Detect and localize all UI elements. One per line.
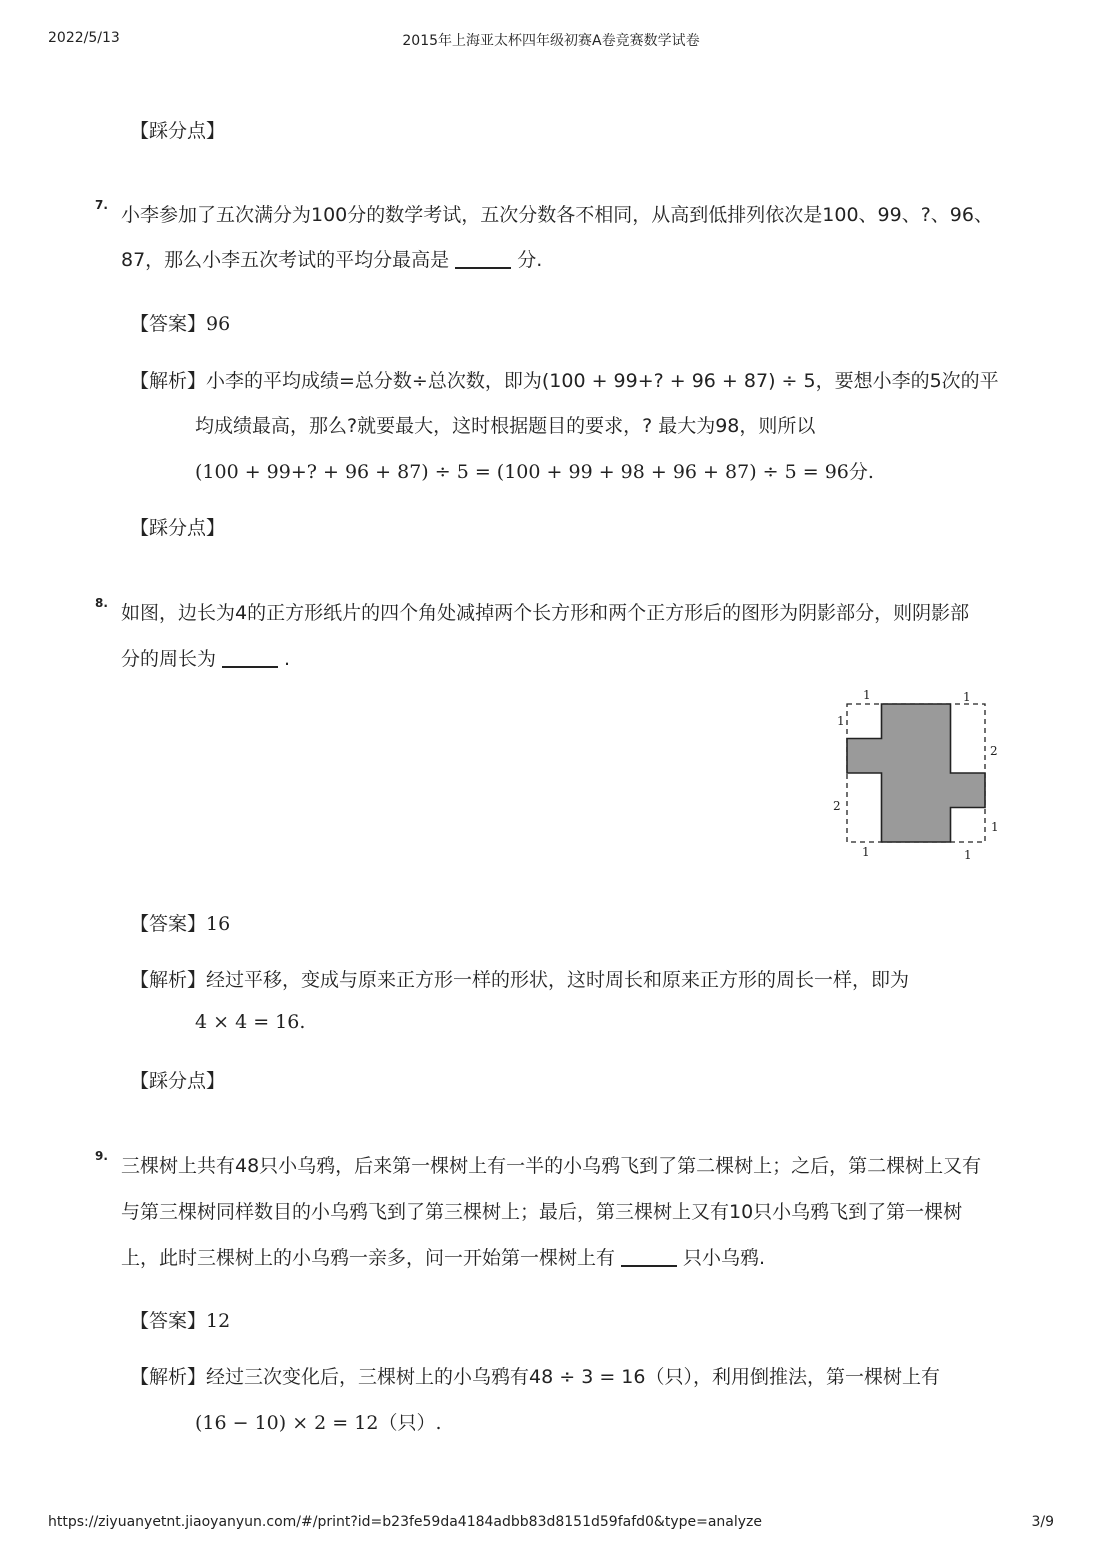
q8-label-left-upper: 1 bbox=[837, 714, 845, 728]
q7-analysis-line1: 小李的平均成绩=总分数÷总次数，即为(100 + 99+? + 96 + 87) ÷ 5，要想小李的5次的平 bbox=[206, 370, 999, 392]
q7-answer-value: 96 bbox=[206, 313, 231, 335]
q8-label-bottom-right: 1 bbox=[964, 848, 972, 862]
q9-analysis-line2: (16 − 10) × 2 = 12（只）. bbox=[195, 1412, 442, 1434]
q8-figure bbox=[826, 683, 1006, 865]
q9-stem-line3 bbox=[121, 1243, 765, 1270]
q8-label-bottom-left: 1 bbox=[862, 845, 870, 859]
q8-answer-row bbox=[130, 909, 230, 936]
q9-stem-line1: 三棵树上共有48只小乌鸦，后来第一棵树上有一半的小乌鸦飞到了第二棵树上；之后，第二棵树上又有 bbox=[121, 1155, 982, 1177]
q9-answer-row bbox=[130, 1306, 230, 1333]
q7-answer-blank bbox=[455, 249, 511, 269]
q9-analysis-label: 【解析】 bbox=[130, 1366, 207, 1388]
q9-answer-blank bbox=[621, 1247, 677, 1267]
q7-analysis-line3: (100 + 99+? + 96 + 87) ÷ 5 = (100 + 99 + 98 + 96 + 87) ÷ 5 = 96分. bbox=[195, 461, 874, 483]
q7-analysis-line2: 均成绩最高，那么?就要最大，这时根据题目的要求，? 最大为98，则所以 bbox=[195, 415, 816, 437]
page-url[interactable]: https://ziyuanyetnt.jiaoyanyun.com/#/print?id=b23fe59da4184adbb83d8151d59fafd0&type=analyze bbox=[48, 1514, 763, 1530]
q7-stem-line2-b: 分. bbox=[517, 249, 543, 271]
q8-label-right-lower: 1 bbox=[991, 820, 999, 834]
q7-stem-line2 bbox=[121, 245, 542, 272]
q9-stem-line3-b: 只小乌鸦. bbox=[683, 1247, 766, 1269]
q7-answer-row bbox=[130, 309, 230, 336]
q8-label-top-right: 1 bbox=[963, 690, 971, 704]
q7-stem-line2-a: 87，那么小李五次考试的平均分最高是 bbox=[121, 249, 450, 271]
q8-stem-line2 bbox=[121, 644, 290, 671]
q8-shaded-shape bbox=[847, 704, 985, 842]
q7-number: 7. bbox=[95, 198, 108, 212]
q6-score-label: 【踩分点】 bbox=[130, 120, 226, 142]
page-title: 2015年上海亚太杯四年级初赛A卷竞赛数学试卷 bbox=[402, 33, 700, 49]
q8-label-top-left: 1 bbox=[863, 688, 871, 702]
q8-answer-label: 【答案】 bbox=[130, 913, 207, 935]
page-number: 3/9 bbox=[1031, 1514, 1054, 1530]
q7-stem-line1: 小李参加了五次满分为100分的数学考试，五次分数各不相同，从高到低排列依次是100、99、?、96、 bbox=[121, 204, 993, 226]
q7-answer-label: 【答案】 bbox=[130, 313, 207, 335]
q9-stem-line3-a: 上，此时三棵树上的小乌鸦一亲多，问一开始第一棵树上有 bbox=[121, 1247, 616, 1269]
q9-stem-line2: 与第三棵树同样数目的小乌鸦飞到了第三棵树上；最后，第三棵树上又有10只小乌鸦飞到了第一棵树 bbox=[121, 1201, 963, 1223]
q9-analysis-line1: 经过三次变化后，三棵树上的小乌鸦有48 ÷ 3 = 16（只），利用倒推法，第一棵树上有 bbox=[206, 1366, 940, 1388]
q7-analysis-row bbox=[130, 366, 999, 393]
q7-analysis-label: 【解析】 bbox=[130, 370, 207, 392]
q8-score-label: 【踩分点】 bbox=[130, 1070, 226, 1092]
print-date: 2022/5/13 bbox=[48, 30, 120, 46]
q8-label-left-lower: 2 bbox=[833, 799, 841, 813]
q8-analysis-label: 【解析】 bbox=[130, 969, 207, 991]
q8-stem-line2-a: 分的周长为 bbox=[121, 648, 217, 670]
q8-label-right-upper: 2 bbox=[990, 744, 998, 758]
q8-answer-blank bbox=[222, 648, 278, 668]
q8-analysis-row bbox=[130, 965, 909, 992]
q8-analysis-line1: 经过平移，变成与原来正方形一样的形状，这时周长和原来正方形的周长一样，即为 bbox=[206, 969, 910, 991]
q8-stem-line1: 如图，边长为4的正方形纸片的四个角处减掉两个长方形和两个正方形后的图形为阴影部分，则阴影部 bbox=[121, 602, 970, 624]
q8-answer-value: 16 bbox=[206, 913, 231, 935]
q8-number: 8. bbox=[95, 596, 108, 610]
q7-score-label: 【踩分点】 bbox=[130, 517, 226, 539]
q9-analysis-row bbox=[130, 1362, 940, 1389]
q8-stem-line2-b: . bbox=[284, 648, 291, 670]
q8-analysis-line2: 4 × 4 = 16. bbox=[195, 1011, 306, 1033]
q9-answer-label: 【答案】 bbox=[130, 1310, 207, 1332]
q9-number: 9. bbox=[95, 1149, 108, 1163]
q9-answer-value: 12 bbox=[206, 1310, 231, 1332]
